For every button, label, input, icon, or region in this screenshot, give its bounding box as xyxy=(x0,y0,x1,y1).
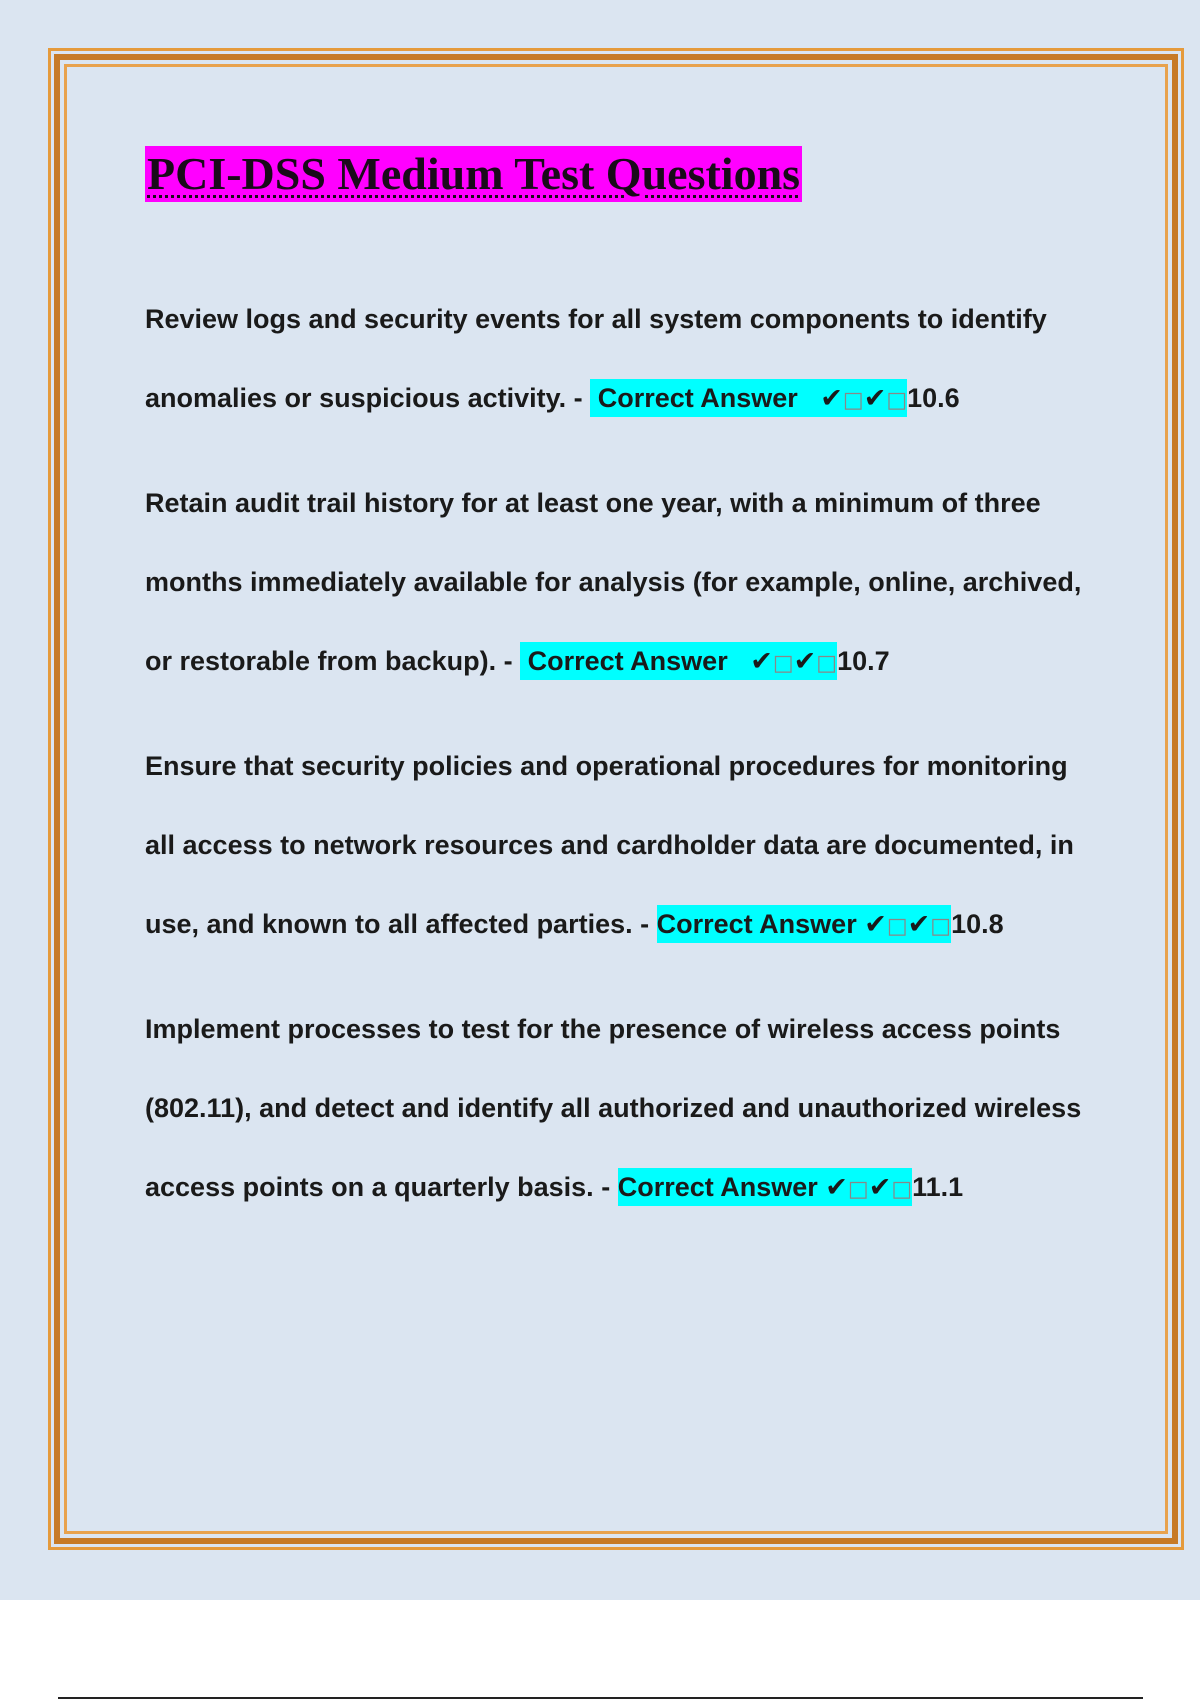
check-icon: ✔ xyxy=(868,1172,892,1203)
answer-value: 10.8 xyxy=(951,909,1004,939)
box-icon: □ xyxy=(816,651,838,676)
question-list xyxy=(145,280,1095,1253)
answer-value: 11.1 xyxy=(912,1172,964,1202)
correct-answer-label: Correct Answer ✔□✔□ xyxy=(590,379,907,417)
answer-value: 10.6 xyxy=(907,383,960,413)
answer-value: 10.7 xyxy=(837,646,890,676)
check-icon: ✔ xyxy=(907,909,931,940)
question-text: Implement processes to test for the presence of wireless access points (802.11), and detect and identify all authorized and unauthorized wireless access points on a quarterly basis. xyxy=(145,1014,1082,1202)
question-item xyxy=(145,990,1095,1229)
question-item xyxy=(145,280,1095,440)
question-text: Ensure that security policies and operational procedures for monitoring all access to network resources and cardholder data are documented, in use, and known to all affected parties. xyxy=(145,751,1074,939)
answer-dash: - xyxy=(573,383,583,413)
box-icon: □ xyxy=(891,1177,913,1202)
answer-dash: - xyxy=(640,909,650,939)
question-item xyxy=(145,727,1095,966)
question-text: Review logs and security events for all system components to identify anomalies or suspicious activity. xyxy=(145,304,1047,413)
box-icon: □ xyxy=(842,388,864,413)
box-icon: □ xyxy=(930,914,952,939)
box-icon: □ xyxy=(886,388,908,413)
correct-answer-label: Correct Answer ✔□✔□ xyxy=(618,1168,912,1206)
question-text: Retain audit trail history for at least one year, with a minimum of three months immediately available for analysis (for example, online, archived, or restorable from backup). xyxy=(145,488,1082,676)
box-icon: □ xyxy=(847,1177,869,1202)
footer-rule xyxy=(58,1697,1143,1699)
check-icon: ✔ xyxy=(864,909,887,940)
box-icon: □ xyxy=(772,651,794,676)
check-icon: ✔ xyxy=(793,646,817,677)
box-icon: □ xyxy=(886,914,908,939)
answer-dash: - xyxy=(601,1172,611,1202)
check-icon: ✔ xyxy=(863,383,887,414)
check-icon: ✔ xyxy=(820,383,843,414)
question-item xyxy=(145,464,1095,703)
check-icon: ✔ xyxy=(750,646,773,677)
correct-answer-label: Correct Answer ✔□✔□ xyxy=(520,642,837,680)
correct-answer-label: Correct Answer ✔□✔□ xyxy=(657,905,951,943)
answer-dash: - xyxy=(503,646,513,676)
check-icon: ✔ xyxy=(825,1172,848,1203)
page-title: PCI-DSS Medium Test Questions xyxy=(145,146,802,202)
